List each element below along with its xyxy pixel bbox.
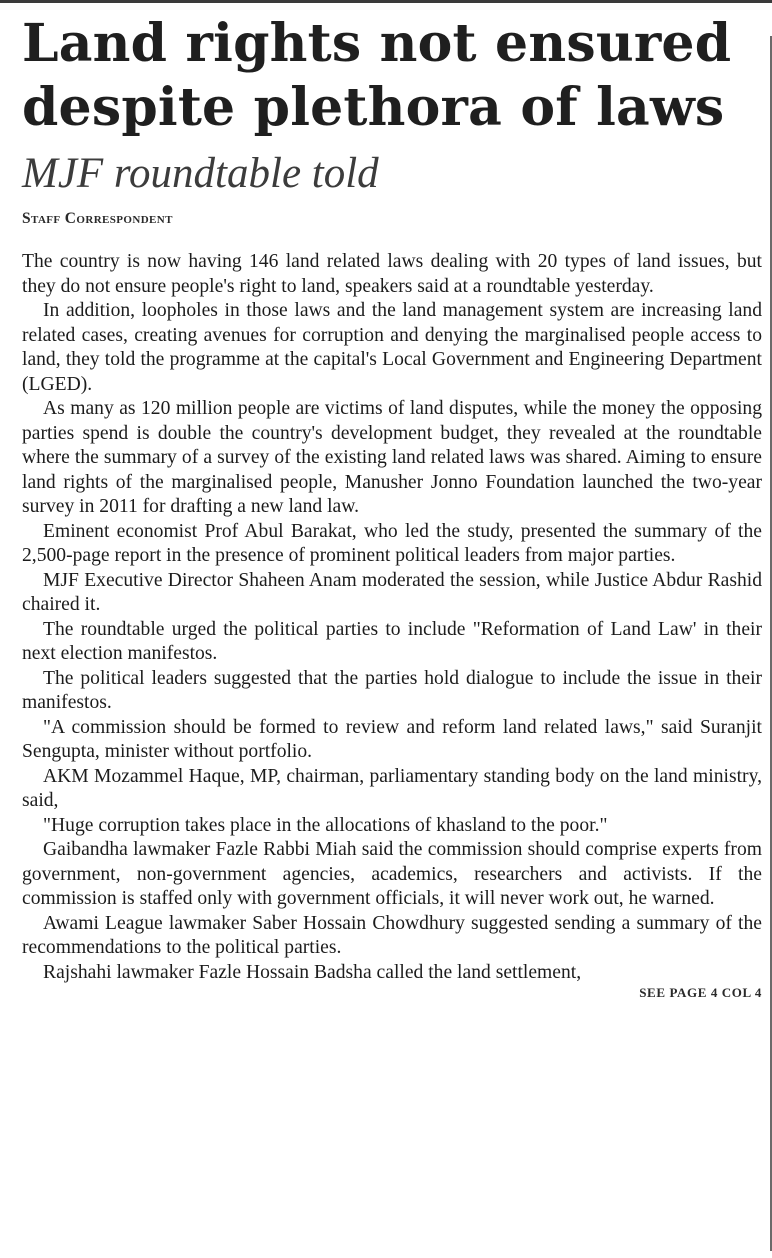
article-body <box>22 250 762 985</box>
paragraph: Rajshahi lawmaker Fazle Hossain Badsha called the land settlement, <box>43 961 582 983</box>
paragraph: Awami League lawmaker Saber Hossain Chowdhury suggested sending a summary of the recommendations to the political parties. <box>22 912 762 959</box>
top-rule <box>0 0 772 3</box>
paragraph: "Huge corruption takes place in the allocations of khasland to the poor." <box>43 814 608 836</box>
continued-on-page-link[interactable]: SEE PAGE 4 COL 4 <box>639 985 762 1001</box>
headline: Land rights not ensured despite plethora of laws <box>22 13 732 139</box>
paragraph: MJF Executive Director Shaheen Anam moderated the session, while Justice Abdur Rashid chaired it. <box>22 569 762 616</box>
paragraph: "A commission should be formed to review and reform land related laws," said Suranjit Sengupta, minister without portfolio. <box>22 716 762 763</box>
paragraph: The country is now having 146 land related laws dealing with 20 types of land issues, but they do not ensure people's right to land, speakers said at a roundtable yesterday. <box>22 251 762 297</box>
paragraph: In addition, loopholes in those laws and the land management system are increasing land related cases, creating avenues for corruption and denying the marginalised people access to land, they told the programme at the capital's Local Government and Engineering Department (LGED). <box>22 300 762 395</box>
paragraph: Gaibandha lawmaker Fazle Rabbi Miah said the commission should comprise experts from government, non-government agencies, academics, researchers and activists. If the commission is staffed only with government officials, it will never work out, he warned. <box>22 839 762 910</box>
paragraph: Eminent economist Prof Abul Barakat, who led the study, presented the summary of the 2,500-page report in the presence of prominent political leaders from major parties. <box>22 520 762 567</box>
subheadline: MJF roundtable told <box>22 149 379 197</box>
paragraph: The political leaders suggested that the parties hold dialogue to include the issue in their manifestos. <box>22 667 762 714</box>
byline: Staff Correspondent <box>22 210 173 228</box>
paragraph: The roundtable urged the political parties to include "Reformation of Land Law' in their next election manifestos. <box>22 618 762 665</box>
paragraph: AKM Mozammel Haque, MP, chairman, parliamentary standing body on the land ministry, said, <box>22 765 762 812</box>
news-article <box>22 12 762 1001</box>
paragraph: As many as 120 million people are victims of land disputes, while the money the opposing parties spend is double the country's development budget, they revealed at the roundtable where the summary of a survey of the existing land related laws was shared. Aiming to ensure land rights of the marginalised people, Manusher Jonno Foundation launched the two-year survey in 2011 for drafting a new land law. <box>22 398 762 518</box>
